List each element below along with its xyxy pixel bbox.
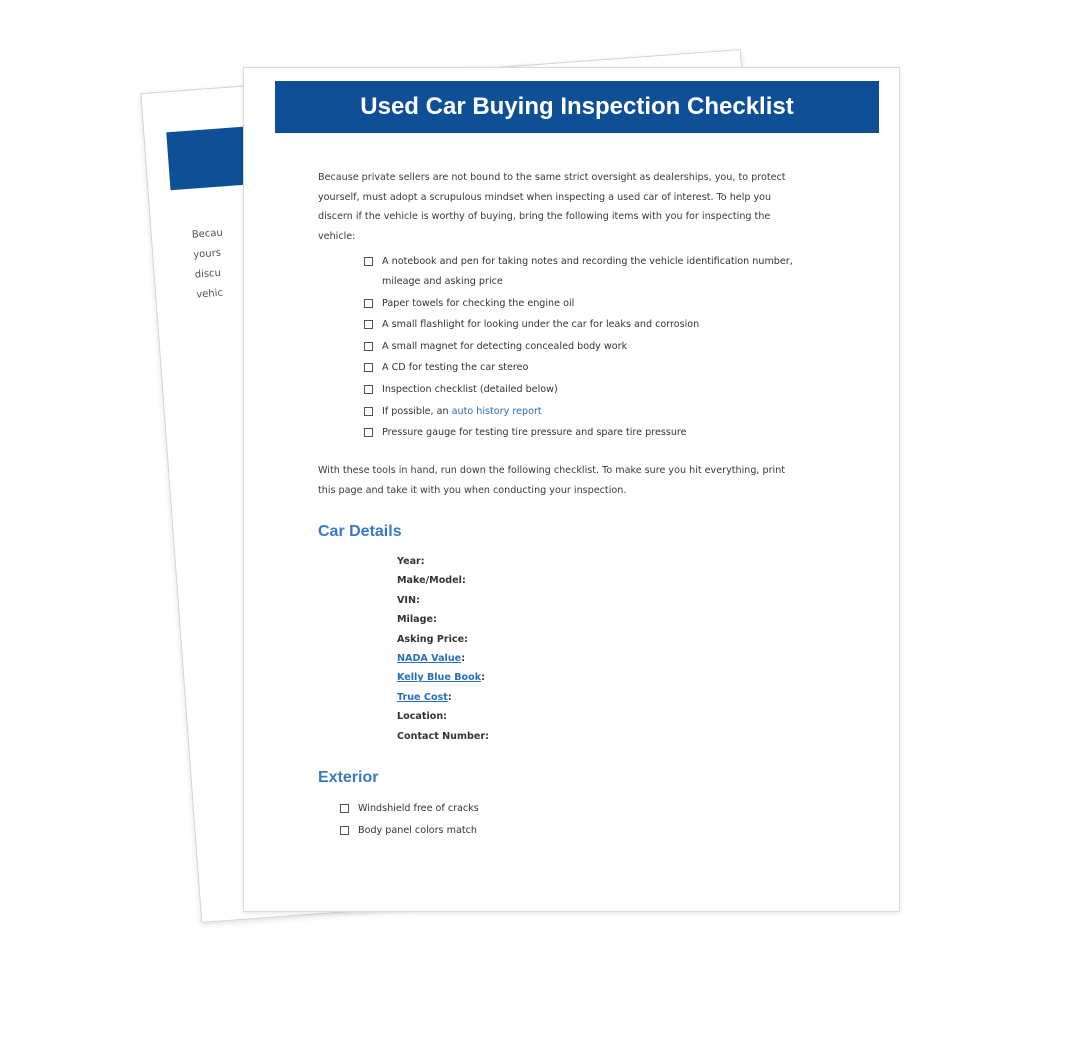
checkbox[interactable] [364, 363, 373, 372]
checkbox[interactable] [364, 428, 373, 437]
document-title: Used Car Buying Inspection Checklist [275, 81, 879, 133]
auto-history-report-link[interactable]: auto history report [451, 405, 542, 417]
list-item [364, 423, 834, 443]
front-page [243, 67, 900, 912]
checkbox[interactable] [364, 257, 373, 266]
list-item-text: A CD for testing the car stereo [382, 362, 529, 374]
car-details-heading: Car Details [318, 523, 402, 540]
detail-milage: Milage: [397, 614, 437, 626]
list-item-text-line: A notebook and pen for taking notes and recording the vehicle identification number, [382, 256, 793, 267]
back-text-line: yours [192, 247, 222, 261]
back-text-line: Becau [191, 227, 224, 241]
intro-line: discern if the vehicle is worthy of buying, bring the following items with you for inspecting the [318, 211, 771, 223]
list-item-text: Body panel colors match [358, 824, 477, 836]
checkbox[interactable] [364, 407, 373, 416]
detail-kelly-blue-book [397, 668, 489, 687]
list-item [364, 294, 834, 314]
list-item-text: Windshield free of cracks [358, 803, 479, 814]
detail-asking-price: Asking Price: [397, 633, 468, 645]
intro-line: Because private sellers are not bound to the same strict oversight as dealerships, you, to protect [318, 172, 786, 183]
exterior-checklist [340, 799, 479, 842]
detail-suffix: : [461, 653, 466, 665]
list-item [364, 337, 834, 357]
intro-line: yourself, must adopt a scrupulous mindset when inspecting a used car of interest. To help you [318, 191, 772, 203]
list-item-text [382, 252, 793, 292]
list-item-text: Inspection checklist (detailed below) [382, 383, 558, 395]
checkbox[interactable] [340, 826, 349, 835]
checkbox[interactable] [364, 299, 373, 308]
detail-suffix: : [481, 672, 485, 684]
list-item [340, 799, 479, 819]
list-item-text: A small magnet for detecting concealed body work [382, 340, 628, 352]
list-item [364, 402, 834, 422]
list-item [364, 315, 834, 335]
list-item-text-line: mileage and asking price [382, 276, 503, 287]
detail-true-cost [397, 688, 489, 707]
detail-make-model: Make/Model: [397, 575, 466, 587]
list-item [364, 380, 834, 400]
tools-checklist [364, 252, 834, 445]
list-item-text: Pressure gauge for testing tire pressure and spare tire pressure [382, 427, 687, 439]
nada-value-link[interactable]: NADA Value [397, 653, 462, 665]
list-item [340, 821, 479, 841]
intro-line: vehicle: [318, 230, 356, 242]
list-item [364, 358, 834, 378]
checkbox[interactable] [364, 342, 373, 351]
list-item [364, 252, 834, 292]
detail-nada-value [397, 649, 489, 668]
detail-suffix: : [447, 691, 452, 703]
list-item-text: A small flashlight for looking under the car for leaks and corrosion [382, 319, 700, 331]
detail-vin: VIN: [397, 594, 420, 606]
back-text-line: vehic [195, 287, 224, 301]
kelly-blue-book-link[interactable]: Kelly Blue Book [397, 672, 482, 684]
list-item-text-prefix: If possible, an [382, 405, 452, 417]
back-text-line: discu [194, 267, 222, 281]
detail-location: Location: [397, 711, 447, 723]
list-item-text: Paper towels for checking the engine oil [382, 297, 575, 309]
exterior-heading: Exterior [318, 769, 379, 786]
list-item-text [382, 402, 542, 422]
checkbox[interactable] [364, 320, 373, 329]
detail-year: Year: [397, 556, 425, 567]
detail-contact-number: Contact Number: [397, 730, 489, 742]
intro-paragraph [318, 168, 838, 246]
car-details-list [397, 552, 489, 746]
checkbox[interactable] [340, 804, 349, 813]
checkbox[interactable] [364, 385, 373, 394]
paragraph-line: this page and take it with you when conducting your inspection. [318, 484, 627, 496]
paragraph-line: With these tools in hand, run down the following checklist. To make sure you hit everything, print [318, 465, 786, 476]
back-page-text [191, 224, 228, 306]
tools-followup-paragraph [318, 461, 838, 500]
true-cost-link[interactable]: True Cost [397, 691, 448, 703]
